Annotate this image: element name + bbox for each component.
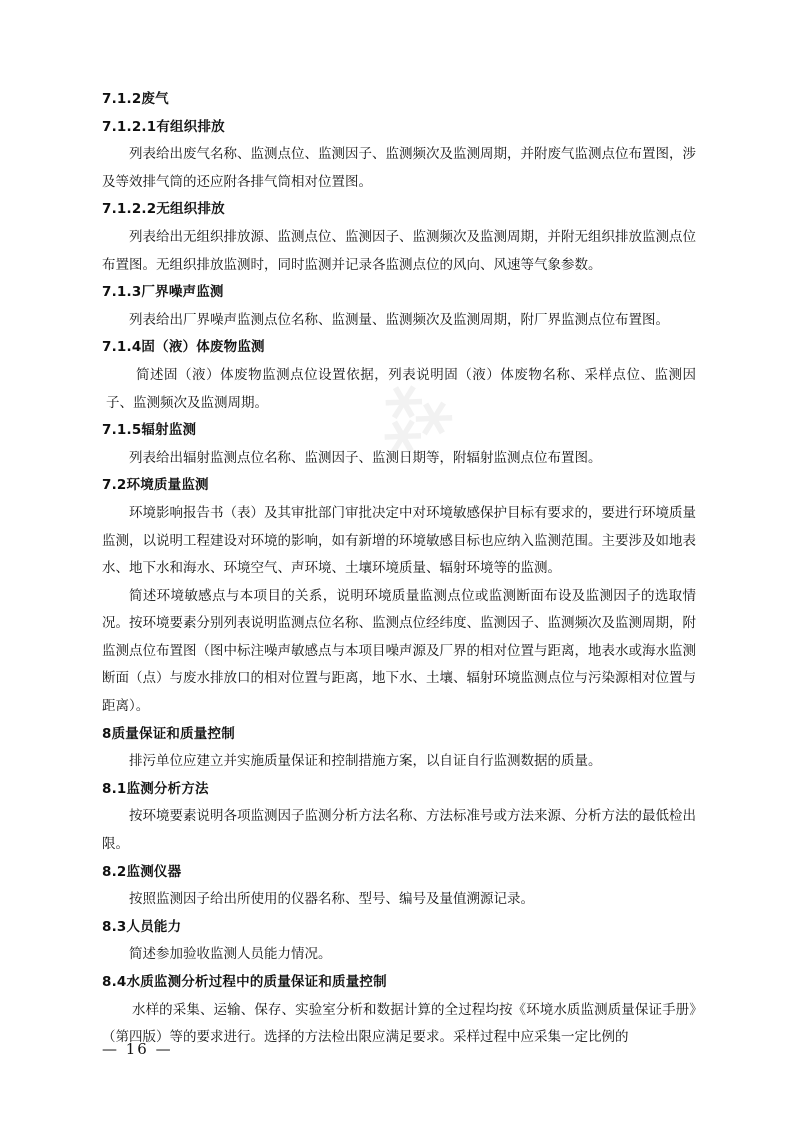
paragraph-8-3: 简述参加验收监测人员能力情况。: [129, 946, 332, 963]
heading-7-1-3: 7.1.3厂界噪声监测: [102, 284, 224, 301]
paragraph-8: 排污单位应建立并实施质量保证和控制措施方案，以自证自行监测数据的质量。: [129, 753, 602, 770]
document-body: [102, 86, 696, 1052]
watermark: ⁂: [360, 363, 466, 473]
paragraph-8-4: 水样的采集、运输、保存、实验室分析和数据计算的全过程均按《环境水质监测质量保证手册》（第四版）等的要求进行。选择的方法检出限应满足要求。采样过程中应采集一定比例的: [102, 1001, 696, 1046]
heading-8-3: 8.3人员能力: [102, 918, 182, 935]
paragraph-7-1-4: 简述固（液）体废物监测点位设置依据，列表说明固（液）体废物名称、采样点位、监测因子、监测频次及监测周期。: [106, 366, 696, 411]
paragraph-7-2-b: 简述环境敏感点与本项目的关系，说明环境质量监测点位或监测断面布设及监测因子的选取情况。按环境要素分别列表说明监测点位名称、监测点位经纬度、监测因子、监测频次及监测周期，附监测点位布置图（图中标注噪声敏感点与本项目噪声源及厂界的相对位置与距离，地表水或海水监测断面（点）与废水排放口的相对位置与距离，地下水、土壤、辐射环境监测点位与污染源相对位置与距离）。: [102, 587, 696, 715]
paragraph-7-2-a: 环境影响报告书（表）及其审批部门审批决定中对环境敏感保护目标有要求的，要进行环境质量监测，以说明工程建设对环境的影响，如有新增的环境敏感目标也应纳入监测范围。主要涉及如地表水、地下水和海水、环境空气、声环境、土壤环境质量、辐射环境等的监测。: [102, 504, 696, 577]
paragraph-7-1-2-2: 列表给出无组织排放源、监测点位、监测因子、监测频次及监测周期，并附无组织排放监测点位布置图。无组织排放监测时，同时监测并记录各监测点位的风向、风速等气象参数。: [102, 228, 696, 273]
heading-8-1: 8.1监测分析方法: [102, 780, 209, 797]
heading-8-2: 8.2监测仪器: [102, 863, 182, 880]
paragraph-7-1-5: 列表给出辐射监测点位名称、监测因子、监测日期等，附辐射监测点位布置图。: [129, 449, 602, 466]
paragraph-7-1-2-1: 列表给出废气名称、监测点位、监测因子、监测频次及监测周期，并附废气监测点位布置图，涉及等效排气筒的还应附各排气筒相对位置图。: [102, 146, 696, 190]
paragraph-7-1-3: 列表给出厂界噪声监测点位名称、监测量、监测频次及监测周期，附厂界监测点位布置图。: [129, 311, 669, 328]
heading-7-2: 7.2环境质量监测: [102, 477, 209, 494]
heading-7-1-2-1: 7.1.2.1有组织排放: [102, 118, 225, 135]
page-number: — 16 —: [102, 1040, 173, 1058]
paragraph-8-1: 按环境要素说明各项监测因子监测分析方法名称、方法标准号或方法来源、分析方法的最低检出限。: [102, 808, 696, 853]
heading-8: 8质量保证和质量控制: [102, 725, 235, 742]
heading-7-1-2-2: 7.1.2.2无组织排放: [102, 201, 225, 218]
paragraph-8-2: 按照监测因子给出所使用的仪器名称、型号、编号及量值溯源记录。: [129, 891, 534, 908]
heading-7-1-4: 7.1.4固（液）体废物监测: [102, 339, 265, 356]
heading-7-1-5: 7.1.5辐射监测: [102, 422, 197, 439]
heading-7-1-2: 7.1.2废气: [102, 91, 169, 107]
heading-8-4: 8.4水质监测分析过程中的质量保证和质量控制: [102, 974, 387, 990]
